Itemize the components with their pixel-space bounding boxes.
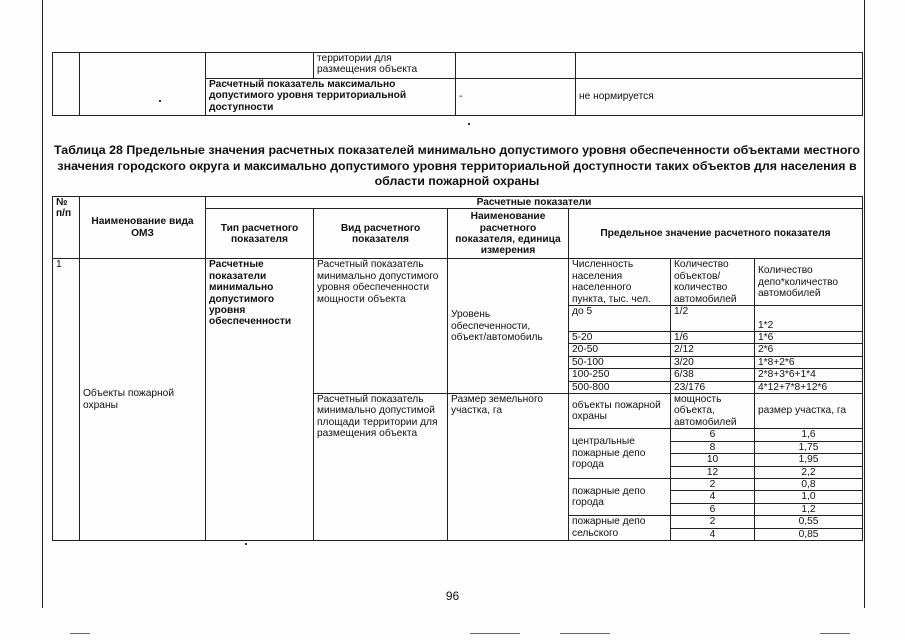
area-capacity: 2 <box>671 516 755 528</box>
capacity-header-count: Количество объектов/количество автомобилей <box>671 259 755 306</box>
table-title: Таблица 28 Предельные значения расчетных показателей минимально допустимого уровня обеспеченности объектами местного значения городского округа и максимально допустимого уровня территориальной доступности таких объектов для населения в области пожарной охраны <box>54 143 860 189</box>
cell-kind: территории для размещения объекта <box>314 53 456 79</box>
area-size: 0,8 <box>755 478 863 490</box>
scan-speck <box>159 100 161 102</box>
row-kind-area: Расчетный показатель минимально допустимой площади территории для размещения объекта <box>314 394 448 541</box>
header-num: № п/п <box>53 197 80 259</box>
cell-accessibility-type: Расчетный показатель максимально допустимого уровня территориальной доступности <box>206 79 456 116</box>
area-capacity: 6 <box>671 429 755 441</box>
row-num: 1 <box>53 259 80 541</box>
capacity-depot: 1*8+2*6 <box>755 356 863 368</box>
area-group-label: центральные пожарные депо города <box>569 429 671 479</box>
continuation-table <box>52 52 863 116</box>
area-header-capacity: мощность объекта, автомобилей <box>671 394 755 429</box>
area-capacity: 12 <box>671 466 755 478</box>
row-type: Расчетные показатели минимально допустимого уровня обеспеченности <box>206 259 314 541</box>
capacity-population: 100-250 <box>569 369 671 381</box>
capacity-depot: 2*6 <box>755 344 863 356</box>
capacity-count: 6/38 <box>671 369 755 381</box>
main-table <box>52 196 863 541</box>
scan-speck <box>245 543 247 545</box>
scan-edge-mark <box>560 633 610 634</box>
header-limit: Предельное значение расчетного показателя <box>569 209 863 259</box>
header-unit: Наименование расчетного показателя, единица измерения <box>448 209 569 259</box>
cell-num <box>53 53 80 116</box>
cell-value <box>576 53 863 79</box>
capacity-population: 5-20 <box>569 332 671 344</box>
cell-unit <box>456 53 576 79</box>
header-name: Наименование вида ОМЗ <box>80 197 206 259</box>
area-size: 1,0 <box>755 491 863 503</box>
capacity-count: 1/6 <box>671 332 755 344</box>
area-capacity: 4 <box>671 491 755 503</box>
scan-edge-mark <box>820 633 850 634</box>
area-capacity: 10 <box>671 454 755 466</box>
area-header-object: объекты пожарной охраны <box>569 394 671 429</box>
header-kind: Вид расчетного показателя <box>314 209 448 259</box>
row-unit-capacity: Уровень обеспеченности, объект/автомобиль <box>448 259 569 394</box>
area-size: 0,85 <box>755 528 863 540</box>
cell-name <box>80 53 206 116</box>
capacity-depot: 1*2 <box>755 306 863 332</box>
capacity-count: 3/20 <box>671 356 755 368</box>
area-group-label: пожарные депо города <box>569 478 671 515</box>
header-group: Расчетные показатели <box>206 197 863 209</box>
capacity-population: 500-800 <box>569 381 671 393</box>
area-capacity: 8 <box>671 441 755 453</box>
capacity-depot: 1*6 <box>755 332 863 344</box>
area-size: 2,2 <box>755 466 863 478</box>
area-size: 0,55 <box>755 516 863 528</box>
area-size: 1,75 <box>755 441 863 453</box>
scan-edge-mark <box>70 633 90 634</box>
capacity-population: до 5 <box>569 306 671 332</box>
area-size: 1,2 <box>755 503 863 515</box>
capacity-count: 23/176 <box>671 381 755 393</box>
area-group-label: пожарные депо сельского <box>569 516 671 541</box>
capacity-depot: 4*12+7*8+12*6 <box>755 381 863 393</box>
area-size: 1,6 <box>755 429 863 441</box>
area-capacity: 2 <box>671 478 755 490</box>
cell-accessibility-unit: - <box>456 79 576 116</box>
area-header-size: размер участка, га <box>755 394 863 429</box>
cell-type <box>206 53 314 79</box>
area-capacity: 6 <box>671 503 755 515</box>
capacity-header-population: Численность населения населенного пункта, тыс. чел. <box>569 259 671 306</box>
capacity-count: 1/2 <box>671 306 755 332</box>
row-name: Объекты пожарной охраны <box>80 259 206 541</box>
scan-edge-mark <box>470 633 520 634</box>
page-number: 96 <box>445 589 460 603</box>
capacity-depot: 2*8+3*6+1*4 <box>755 369 863 381</box>
capacity-count: 2/12 <box>671 344 755 356</box>
capacity-population: 50-100 <box>569 356 671 368</box>
scan-speck <box>468 123 470 125</box>
row-kind-capacity: Расчетный показатель минимально допустимого уровня обеспеченности мощности объекта <box>314 259 448 394</box>
area-capacity: 4 <box>671 528 755 540</box>
cell-accessibility-value: не нормируется <box>576 79 863 116</box>
capacity-header-depot: Количество депо*количество автомобилей <box>755 259 863 306</box>
row-unit-area: Размер земельного участка, га <box>448 394 569 541</box>
header-type: Тип расчетного показателя <box>206 209 314 259</box>
capacity-population: 20-50 <box>569 344 671 356</box>
area-size: 1,95 <box>755 454 863 466</box>
